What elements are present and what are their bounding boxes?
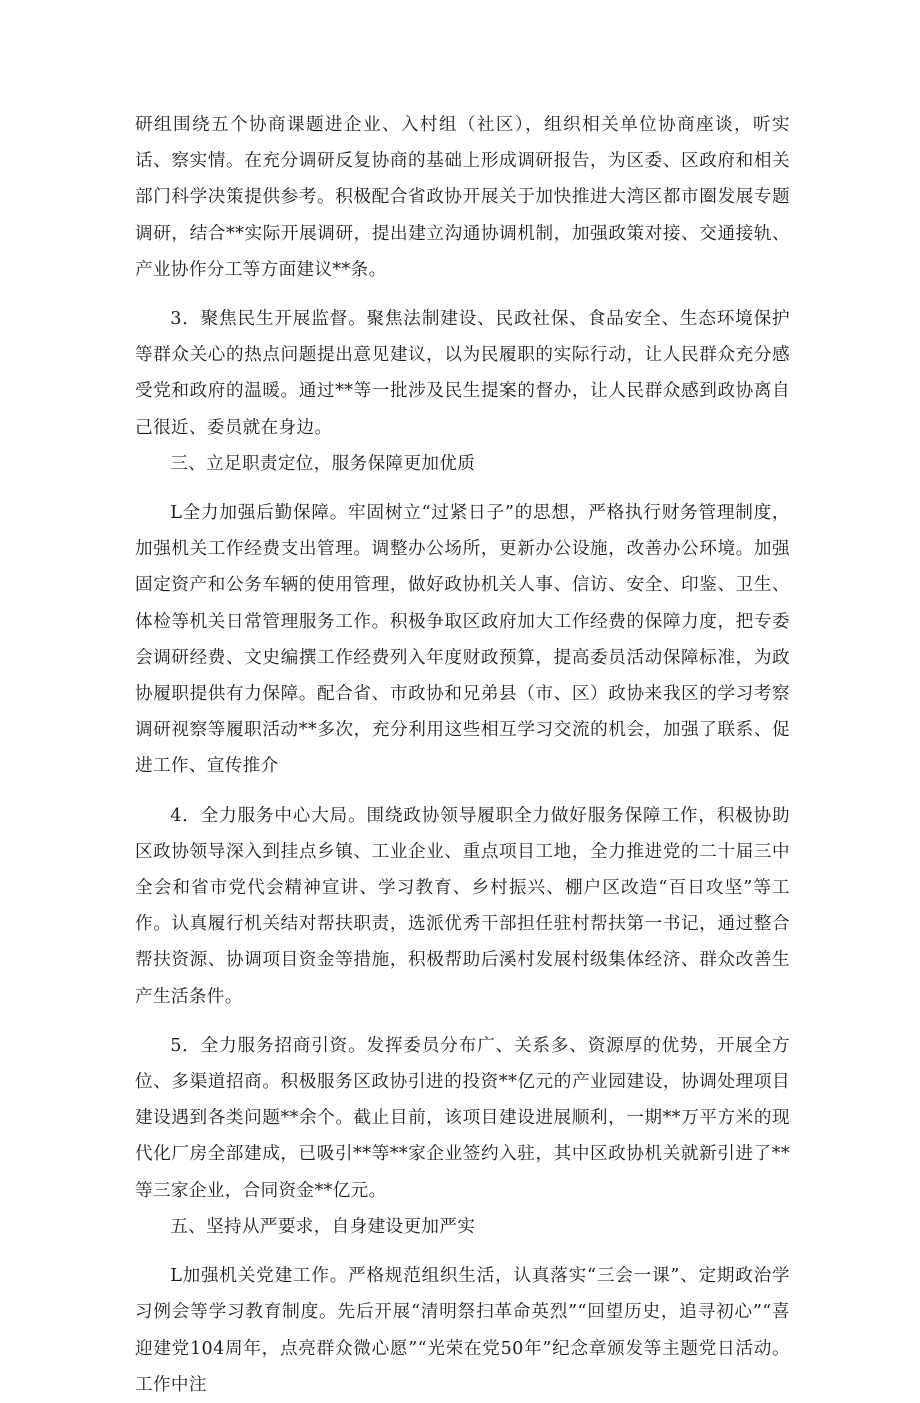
document-body — [135, 107, 790, 1403]
section-heading-5: 五、坚持从严要求，自身建设更加严实 — [170, 1216, 476, 1237]
paragraph-research-continuation: 研组围绕五个协商课题进企业、入村组（社区），组织相关单位协商座谈，听实话、察实情。在充分调研反复协商的基础上形成调研报告，为区委、区政府和相关部门科学决策提供参考。积极配合省政协开展关于加快推进大湾区都市圈发展专题调研，结合**实际开展调研，提出建立沟通协调机制，加强政策对接、交通接轨、产业协作分工等方面建议**条。 — [135, 115, 790, 280]
section-heading-3: 三、立足职责定位，服务保障更加优质 — [170, 453, 476, 474]
paragraph-item-1-logistics: L全力加强后勤保障。牢固树立“过紧日子”的思想，严格执行财务管理制度，加强机关工作经费支出管理。调整办公场所，更新办公设施，改善办公环境。加强固定资产和公务车辆的使用管理，做好政协机关人事、信访、安全、印鉴、卫生、体检等机关日常管理服务工作。积极争取区政府加大工作经费的保障力度，把专委会调研经费、文史编撰工作经费列入年度财政预算，提高委员活动保障标准，为政协履职提供有力保障。配合省、市政协和兄弟县（市、区）政协来我区的学习考察调研视察等履职活动**多次，充分利用这些相互学习交流的机会，加强了联系、促进工作、宣传推介 — [135, 503, 790, 777]
paragraph-item-3-livelihood-supervision: 3．聚焦民生开展监督。聚焦法制建设、民政社保、食品安全、生态环境保护等群众关心的热点问题提出意见建议，以为民履职的实际行动，让人民群众充分感受党和政府的温暖。通过**等一批涉及民生提案的督办，让人民群众感到政协离自己很近、委员就在身边。 — [135, 309, 790, 438]
paragraph-item-5-investment: 5．全力服务招商引资。发挥委员分布广、关系多、资源厚的优势，开展全方位、多渠道招商。积极服务区政协引进的投资**亿元的产业园建设，协调处理项目建设遇到各类问题**余个。截止目前，该项目建设进展顺利，一期**万平方米的现代化厂房全部建成，已吸引**等**家企业签约入驻，其中区政协机关就新引进了**等三家企业，合同资金**亿元。 — [135, 1035, 790, 1201]
paragraph-item-1-party-building: L加强机关党建工作。严格规范组织生活，认真落实“三会一课”、定期政治学习例会等学习教育制度。先后开展“清明祭扫革命英烈”“回望历史，追寻初心”“喜迎建党104周年，点亮群众微心愿”“光荣在党50年”纪念章颁发等主题党日活动。工作中注 — [135, 1266, 790, 1395]
paragraph-item-4-central-service: 4．全力服务中心大局。围绕政协领导履职全力做好服务保障工作，积极协助区政协领导深入到挂点乡镇、工业企业、重点项目工地，全力推进党的二十届三中全会和省市党代会精神宣讲、学习教育、乡村振兴、棚户区改造“百日攻坚”等工作。认真履行机关结对帮扶职责，选派优秀干部担任驻村帮扶第一书记，通过整合帮扶资源、协调项目资金等措施，积极帮助后溪村发展村级集体经济、群众改善生产生活条件。 — [135, 805, 790, 1007]
